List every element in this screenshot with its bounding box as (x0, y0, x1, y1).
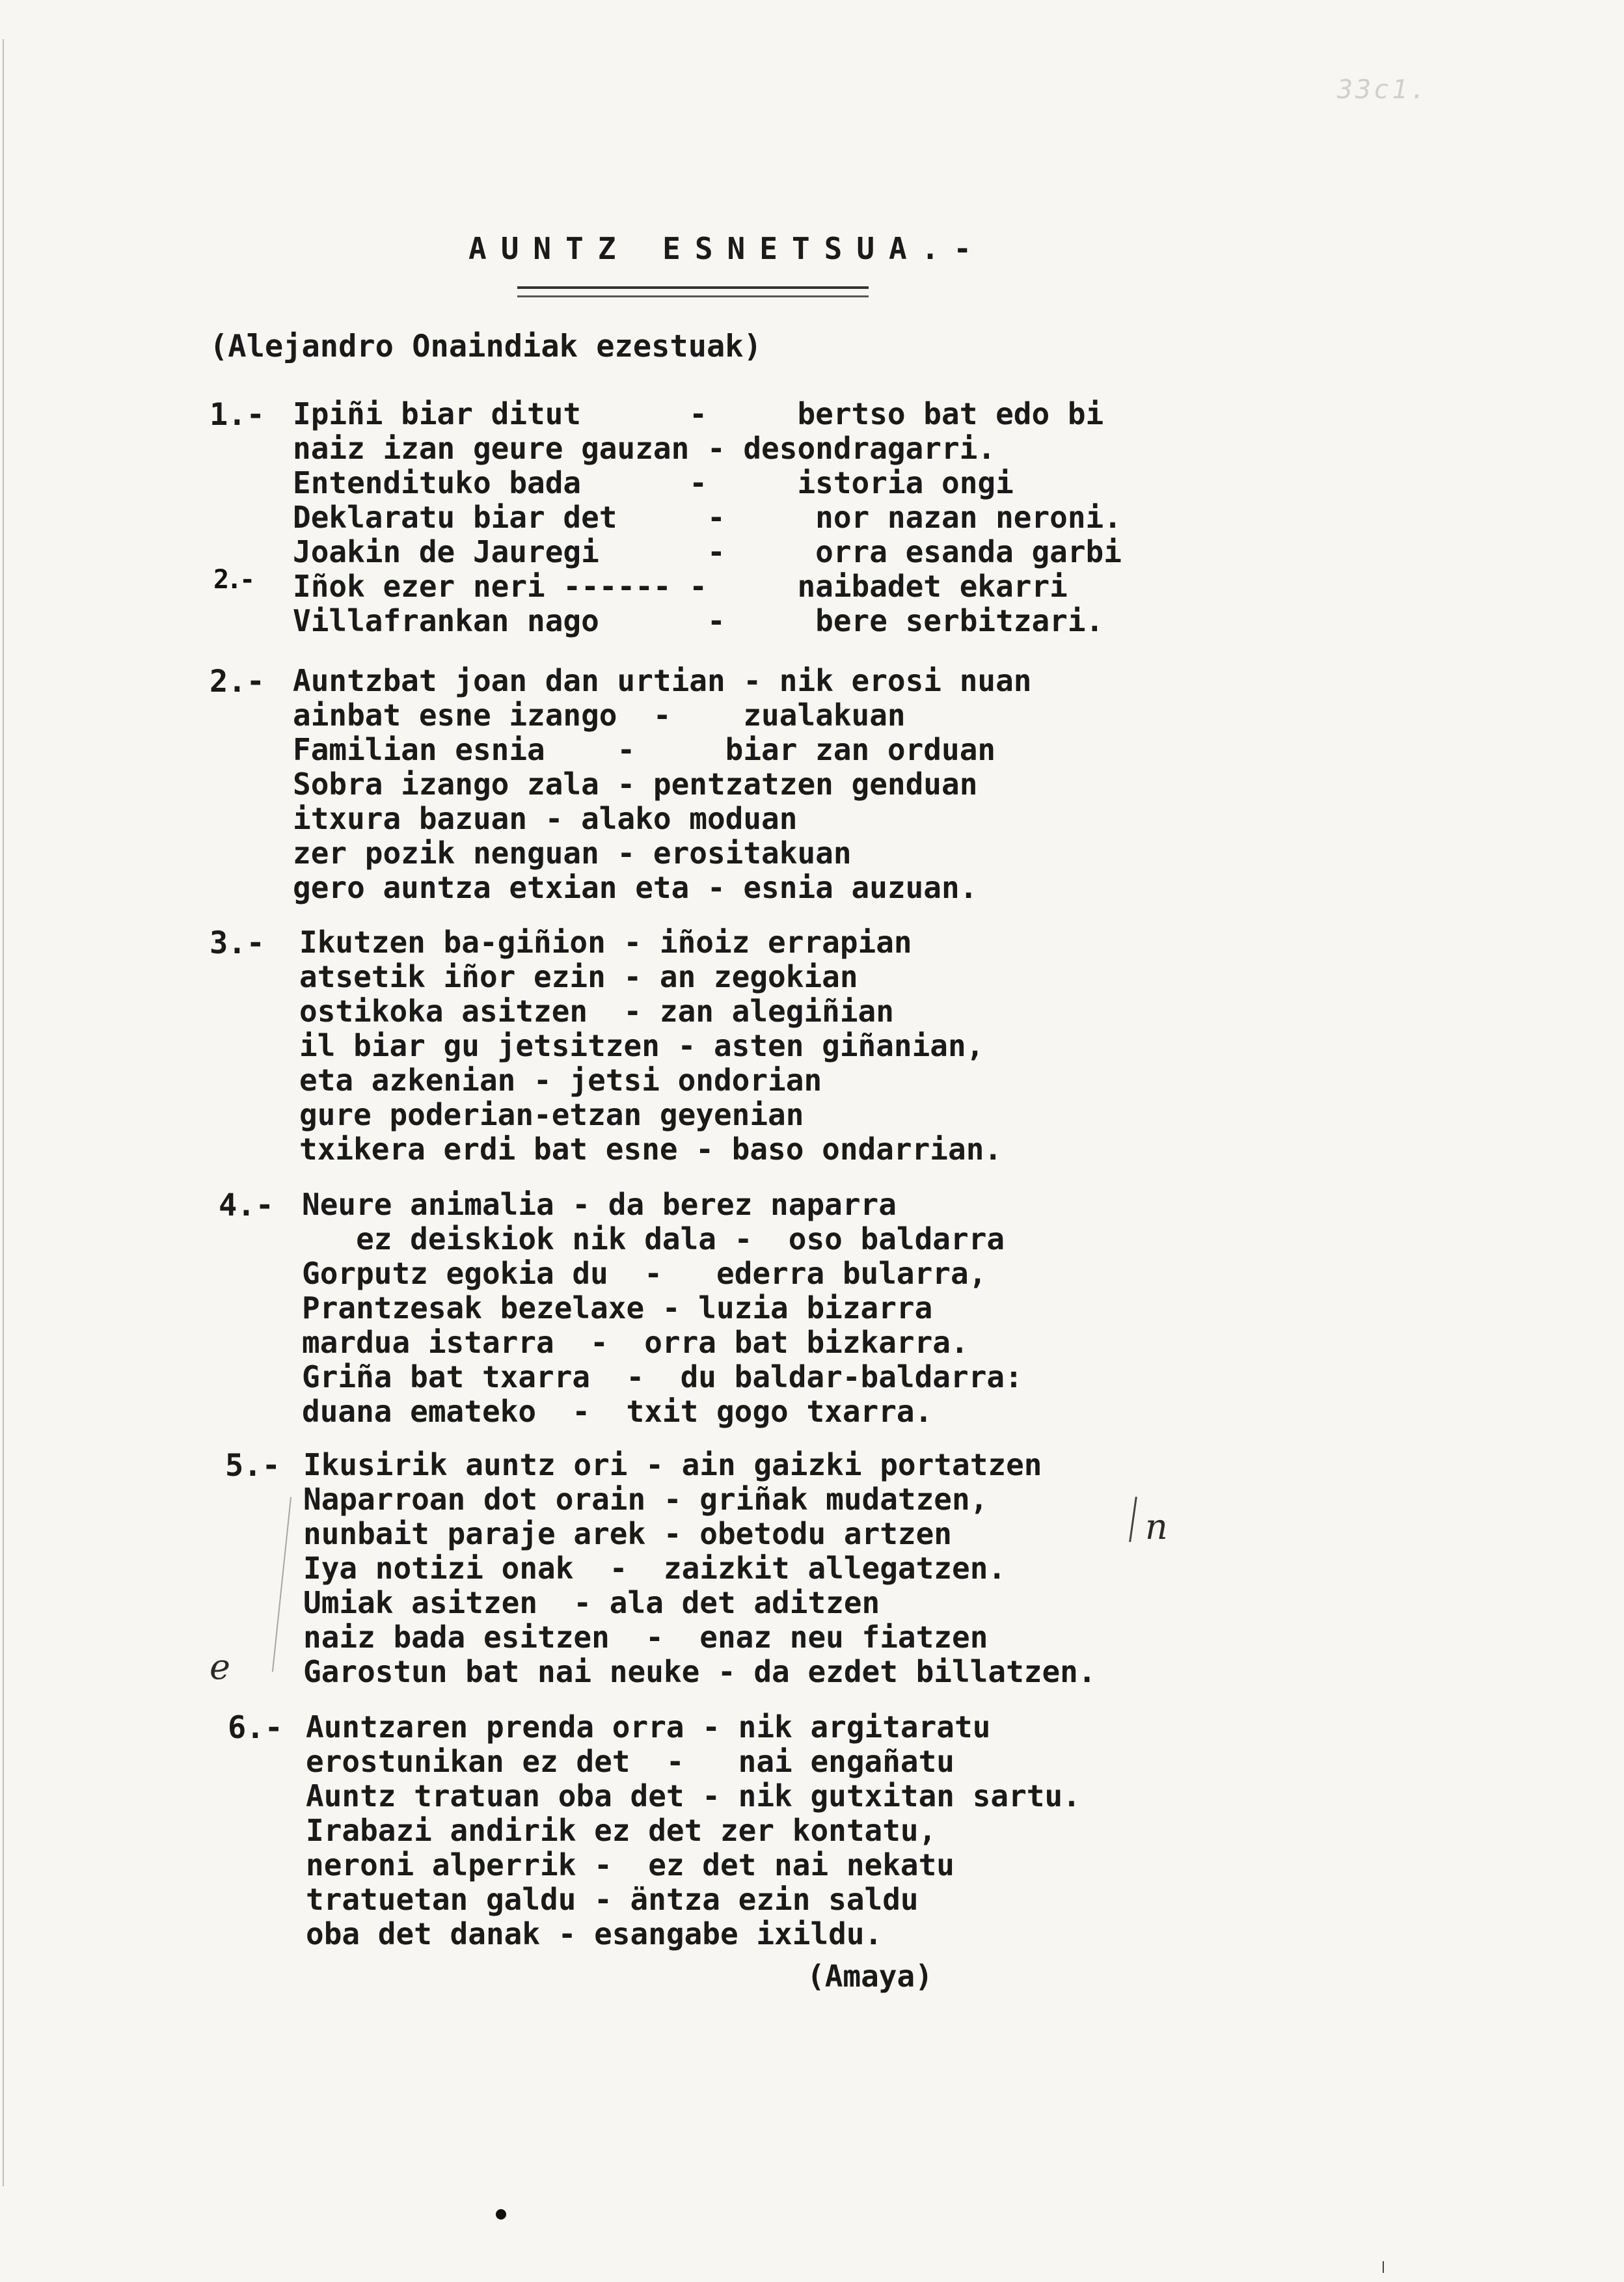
stanza-number: 5.- (225, 1448, 280, 1484)
verse-line: Umiak asitzen - ala det aditzen (303, 1585, 880, 1620)
verse-line: Iya notizi onak - zaizkit allegatzen. (303, 1551, 1007, 1586)
verse-line: Neure animalia - da berez naparra (302, 1187, 897, 1222)
verse-line: Iñok ezer neri ------ - naibadet ekarri (293, 569, 1068, 604)
verse-line: itxura bazuan - alako moduan (293, 801, 798, 836)
verse-line: Ikusirik auntz ori - ain gaizki portatzen (303, 1447, 1042, 1482)
verse-line: neroni alperrik - ez det nai nekatu (306, 1847, 954, 1882)
verse-line: eta azkenian - jetsi ondorian (299, 1063, 822, 1098)
author-signature: (Amaya) (807, 1959, 933, 1994)
verse-line: nunbait paraje arek - obetodu artzen (303, 1516, 952, 1551)
stanza-number: 2.- (210, 664, 265, 700)
verse-line: mardua istarra - orra bat bizkarra. (302, 1325, 969, 1360)
verse-line: Prantzesak bezelaxe - luzia bizarra (302, 1290, 933, 1325)
verse-line: Naparroan dot orain - griñak mudatzen, (303, 1482, 988, 1517)
verse-line: Entendituko bada - istoria ongi (293, 465, 1014, 500)
corner-tick (1383, 2261, 1384, 2273)
handwritten-guide-line (272, 1497, 291, 1672)
verse-line: naiz bada esitzen - enaz neu fiatzen (303, 1620, 988, 1655)
left-margin-rule (3, 39, 4, 2186)
verse-line: txikera erdi bat esne - baso ondarrian. (299, 1132, 1003, 1167)
ink-dot (496, 2209, 506, 2220)
stanza-number: 3.- (210, 925, 265, 961)
verse-line: Familian esnia - biar zan orduan (293, 732, 996, 767)
handwritten-margin-note-right: n (1145, 1506, 1168, 1547)
verse-line: Auntzaren prenda orra - nik argitaratu (306, 1709, 991, 1745)
verse-line: ostikoka asitzen - zan alegiñian (299, 994, 894, 1029)
margin-note-struck-number: 2.- (213, 565, 253, 595)
handwritten-margin-note-left: e (210, 1646, 230, 1687)
verse-line: Gorputz egokia du - ederra bularra, (302, 1256, 987, 1291)
verse-line: ez deiskiok nik dala - oso baldarra (302, 1221, 1005, 1256)
verse-line: Ikutzen ba-giñion - iñoiz errapian (299, 925, 912, 960)
verse-line: Joakin de Jauregi - orra esanda garbi (293, 534, 1122, 569)
verse-line: Garostun bat nai neuke - da ezdet billatzen. (303, 1654, 1096, 1689)
verse-line: Auntz tratuan oba det - nik gutxitan sartu. (306, 1778, 1081, 1813)
verse-line: il biar gu jetsitzen - asten giñanian, (299, 1028, 984, 1063)
verse-line: atsetik iñor ezin - an zegokian (299, 959, 858, 994)
stanza-number: 6.- (228, 1710, 283, 1746)
verse-line: Auntzbat joan dan urtian - nik erosi nuan (293, 663, 1032, 698)
verse-line: naiz izan geure gauzan - desondragarri. (293, 431, 996, 466)
verse-line: oba det danak - esangabe ixildu. (306, 1916, 883, 1951)
stanza-number: 4.- (219, 1188, 274, 1223)
page-title: AUNTZ ESNETSUA.- (468, 231, 986, 266)
verse-line: erostunikan ez det - nai engañatu (306, 1744, 954, 1779)
verse-line: zer pozik nenguan - erositakuan (293, 835, 852, 871)
verse-line: duana emateko - txit gogo txarra. (302, 1394, 933, 1429)
verse-line: gure poderian-etzan geyenian (299, 1097, 804, 1132)
verse-line: Irabazi andirik ez det zer kontatu, (306, 1813, 937, 1848)
verse-line: tratuetan galdu - äntza ezin saldu (306, 1882, 919, 1917)
verse-line: Sobra izango zala - pentzatzen genduan (293, 767, 978, 802)
verse-line: ainbat esne izango - zualakuan (293, 698, 906, 733)
verse-line: gero auntza etxian eta - esnia auzuan. (293, 870, 978, 905)
verse-line: Villafrankan nago - bere serbitzari. (293, 603, 1104, 638)
verse-line: Griña bat txarra - du baldar-baldarra: (302, 1359, 1023, 1394)
handwritten-tick (1129, 1497, 1137, 1542)
title-underline (517, 286, 869, 297)
verse-line: Ipiñi biar ditut - bertso bat edo bi (293, 396, 1104, 431)
stanza-number: 1.- (210, 397, 265, 433)
verse-line: Deklaratu biar det - nor nazan neroni. (293, 500, 1122, 535)
corner-archive-mark: 33c1. (1337, 75, 1429, 105)
subtitle: (Alejandro Onaindiak ezestuak) (210, 329, 762, 364)
